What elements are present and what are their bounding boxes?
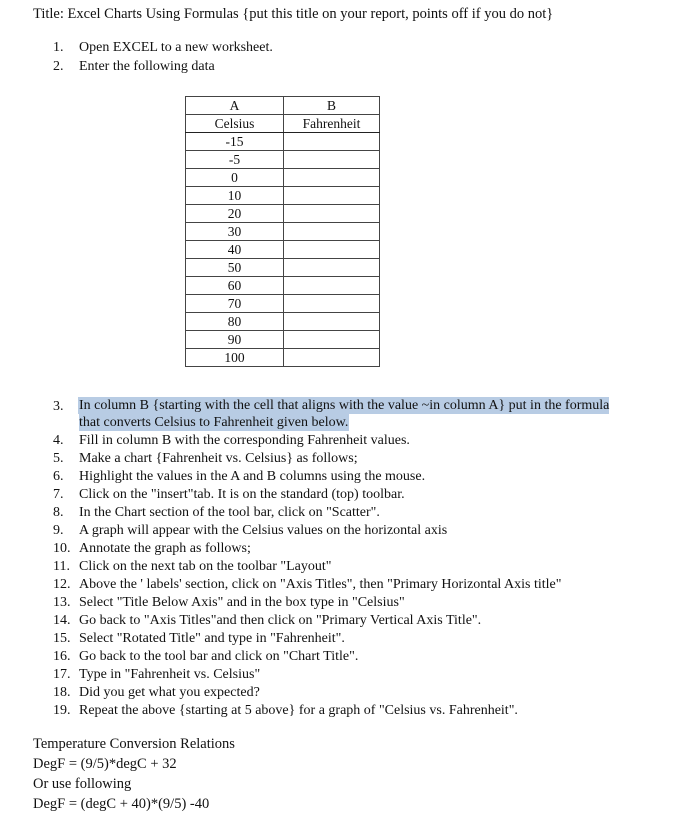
- step-text: Repeat the above {starting at 5 above} for a graph of "Celsius vs. Fahrenheit".: [79, 703, 518, 718]
- table-row: [186, 295, 380, 313]
- fahrenheit-cell: [284, 241, 380, 259]
- celsius-cell: 70: [186, 295, 284, 313]
- table-row: [186, 151, 380, 169]
- step-text: Select "Rotated Title" and type in "Fahrenheit".: [79, 631, 345, 646]
- relations-heading: Temperature Conversion Relations: [33, 736, 235, 752]
- step-18: [53, 685, 260, 701]
- fahrenheit-cell: [284, 313, 380, 331]
- step-text: Open EXCEL to a new worksheet.: [79, 40, 273, 55]
- step-8: [53, 505, 380, 521]
- celsius-cell: 0: [186, 169, 284, 187]
- step-number: 8.: [53, 505, 64, 520]
- step-number: 3.: [53, 399, 64, 414]
- step-12: [53, 577, 561, 593]
- step-text: Make a chart {Fahrenheit vs. Celsius} as follows;: [79, 451, 358, 466]
- step-number: 4.: [53, 433, 64, 448]
- celsius-cell: 40: [186, 241, 284, 259]
- fahrenheit-header: Fahrenheit: [284, 115, 380, 133]
- celsius-cell: 100: [186, 349, 284, 367]
- step-6: [53, 469, 425, 485]
- fahrenheit-cell: [284, 331, 380, 349]
- step-text: Above the ' labels' section, click on "Axis Titles", then "Primary Horizontal Axis title": [79, 577, 562, 592]
- step-4: [53, 433, 410, 449]
- step-14: [53, 613, 481, 629]
- step-text: Enter the following data: [79, 59, 215, 74]
- step-number: 18.: [53, 685, 71, 700]
- step-5: [53, 451, 358, 467]
- celsius-cell: 90: [186, 331, 284, 349]
- step-9: [53, 523, 447, 539]
- step-number: 10.: [53, 541, 71, 556]
- table-row: [186, 349, 380, 367]
- fahrenheit-cell: [284, 169, 380, 187]
- step-15: [53, 631, 345, 647]
- step-text: Highlight the values in the A and B columns using the mouse.: [79, 469, 426, 484]
- table-row: [186, 259, 380, 277]
- step-number: 19.: [53, 703, 71, 718]
- step-number: 15.: [53, 631, 71, 646]
- celsius-header: Celsius: [186, 115, 284, 133]
- step-number: 7.: [53, 487, 64, 502]
- fahrenheit-cell: [284, 259, 380, 277]
- step-10: [53, 541, 251, 557]
- step-number: 1.: [53, 40, 64, 55]
- celsius-cell: 50: [186, 259, 284, 277]
- step-11: [53, 559, 332, 575]
- fahrenheit-cell: [284, 205, 380, 223]
- step-19: [53, 703, 518, 719]
- step-text: Fill in column B with the corresponding Fahrenheit values.: [79, 433, 410, 448]
- step-17: [53, 667, 260, 683]
- step-text: Click on the next tab on the toolbar "Layout": [79, 559, 332, 574]
- step-number: 9.: [53, 523, 64, 538]
- step-number: 6.: [53, 469, 64, 484]
- step-number: 14.: [53, 613, 71, 628]
- table-row: [186, 205, 380, 223]
- step-text: Click on the "insert"tab. It is on the standard (top) toolbar.: [79, 487, 405, 502]
- formula-1: DegF = (9/5)*degC + 32: [33, 756, 177, 772]
- table-row: [186, 187, 380, 205]
- celsius-cell: 80: [186, 313, 284, 331]
- celsius-cell: 30: [186, 223, 284, 241]
- table-row: [186, 241, 380, 259]
- fahrenheit-cell: [284, 295, 380, 313]
- celsius-cell: -15: [186, 133, 284, 151]
- celsius-fahrenheit-table: [185, 96, 380, 367]
- fahrenheit-cell: [284, 151, 380, 169]
- celsius-cell: -5: [186, 151, 284, 169]
- table-row: [186, 223, 380, 241]
- celsius-cell: 20: [186, 205, 284, 223]
- column-b-letter: B: [284, 97, 380, 115]
- step-number: 11.: [53, 559, 70, 574]
- step-number: 5.: [53, 451, 64, 466]
- step-text: A graph will appear with the Celsius values on the horizontal axis: [79, 523, 448, 538]
- table-column-letters-row: [186, 97, 380, 115]
- step-number: 12.: [53, 577, 71, 592]
- step-text: Type in "Fahrenheit vs. Celsius": [79, 667, 261, 682]
- column-a-letter: A: [186, 97, 284, 115]
- step-16: [53, 649, 358, 665]
- step-text: In the Chart section of the tool bar, click on "Scatter".: [79, 505, 380, 520]
- table-header-row: [186, 115, 380, 133]
- step-2: [53, 59, 215, 75]
- formula-2: DegF = (degC + 40)*(9/5) -40: [33, 796, 210, 812]
- table-row: [186, 277, 380, 295]
- fahrenheit-cell: [284, 133, 380, 151]
- step-number: 13.: [53, 595, 71, 610]
- step-13: [53, 595, 405, 611]
- step-text: Annotate the graph as follows;: [79, 541, 251, 556]
- celsius-cell: 10: [186, 187, 284, 205]
- fahrenheit-cell: [284, 223, 380, 241]
- celsius-cell: 60: [186, 277, 284, 295]
- step-1: [53, 40, 273, 56]
- or-text: Or use following: [33, 776, 132, 792]
- table-row: [186, 331, 380, 349]
- table-row: [186, 313, 380, 331]
- highlighted-step-text: In column B {starting with the cell that aligns with the value ~in column A} put in the formula that converts Celsius to Fahrenheit given below.: [79, 398, 610, 430]
- document-title: Title: Excel Charts Using Formulas {put this title on your report, points off if you do not}: [33, 6, 554, 22]
- step-text: Go back to the tool bar and click on "Chart Title".: [79, 649, 359, 664]
- table-row: [186, 169, 380, 187]
- step-number: 17.: [53, 667, 71, 682]
- fahrenheit-cell: [284, 187, 380, 205]
- step-7: [53, 487, 405, 503]
- step-text: Did you get what you expected?: [79, 685, 260, 700]
- step-number: 2.: [53, 59, 64, 74]
- step-text: Go back to "Axis Titles"and then click on "Primary Vertical Axis Title".: [79, 613, 482, 628]
- fahrenheit-cell: [284, 349, 380, 367]
- table-row: [186, 133, 380, 151]
- step-text: Select "Title Below Axis" and in the box type in "Celsius": [79, 595, 405, 610]
- step-number: 16.: [53, 649, 71, 664]
- fahrenheit-cell: [284, 277, 380, 295]
